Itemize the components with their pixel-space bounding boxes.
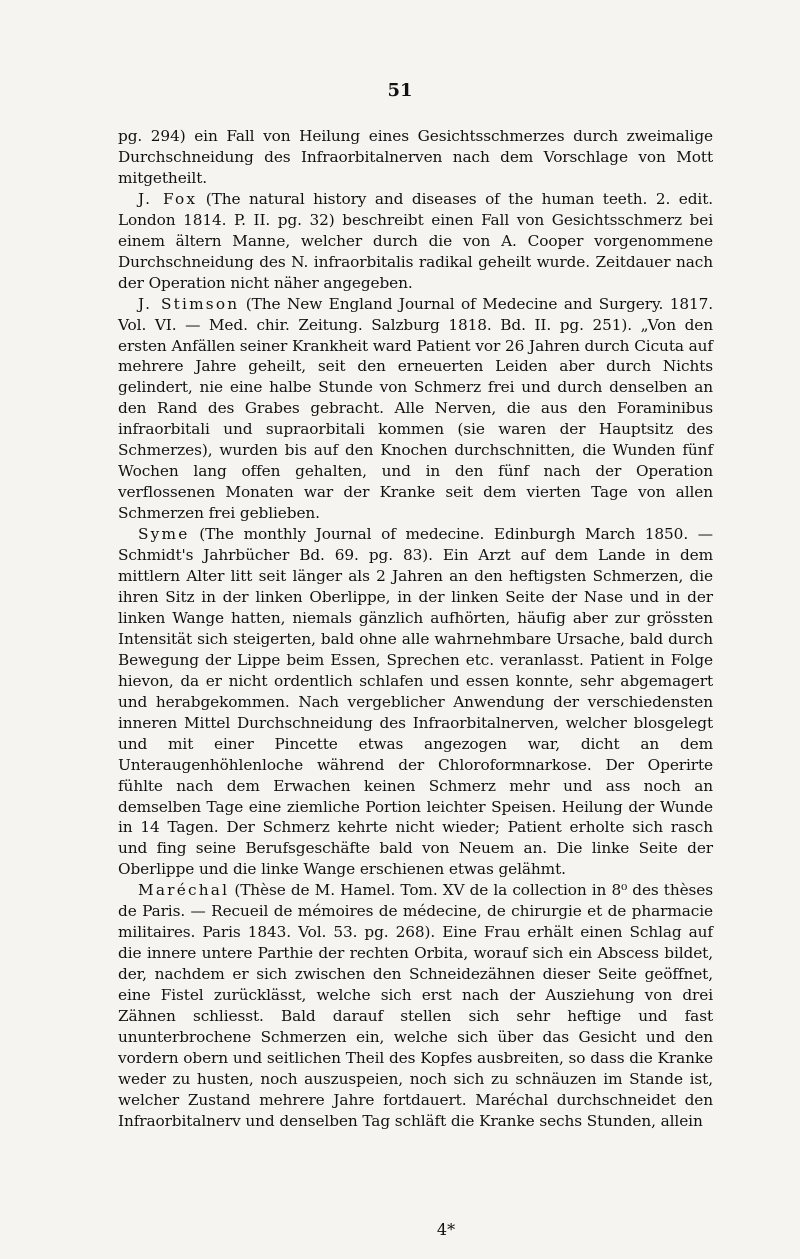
author-name: Maréchal <box>138 881 230 900</box>
paragraph-text: (The monthly Journal of medecine. Edinburgh March 1850. — Schmidt's Jahrbücher Bd. 69. pg. 83). Ein Arzt auf dem Lande in dem mittlern Alter litt seit länger als 2 Jahren an den heftigsten Schmerzen, die ihren Sitz in der linken Oberlippe, in der linken Seite der Nase und in der linken Wange hatten, niemals gänzlich aufhörten, häufig aber zur grössten Intensität sich steigerten, bald ohne alle wahrnehmbare Ursache, bald durch Bewegung der Lippe beim Essen, Sprechen etc. veranlasst. Patient in Folge hievon, da er nicht ordentlich schlafen und essen konnte, sehr abgemagert und herabgekommen. Nach vergeblicher Anwendung der verschiedensten inneren Mittel Durchschneidung des Infraorbitalnerven, welcher blosgelegt und mit einer Pincette etwas angezogen war, dicht an dem Unteraugenhöhlenloche während der Chloroformnarkose. Der Operirte fühlte nach dem Erwachen keinen Schmerz mehr und ass noch an demselben Tage eine ziemliche Portion leichter Speisen. Heilung der Wunde in 14 Tagen. Der Schmerz kehrte nicht wieder; Patient erholte sich rasch und fing seine Berufsgeschäfte bald von Neuem an. Die linke Seite der Oberlippe und die linke Wange erschienen etwas gelähmt. <box>118 525 713 879</box>
paragraph-marechal <box>118 880 713 1131</box>
author-name: J. Stimson <box>138 294 240 313</box>
paragraph-text: (The natural history and diseases of the human teeth. 2. edit. London 1814. P. II. pg. 32) beschreibt einen Fall von Gesichtsschmerz bei einem ältern Manne, welcher durch die von A. Cooper vorgenommene Durchschneidung des N. infraorbitalis radikal geheilt wurde. Zeitdauer nach der Operation nicht näher angegeben. <box>118 189 714 292</box>
paragraph-text: (Thèse de M. Hamel. Tom. XV de la collection in 8⁰ des thèses de Paris. — Recueil de mémoires de médecine, de chirurgie et de pharmacie militaires. Paris 1843. Vol. 53. pg. 268). Eine Frau erhält einen Schlag auf die innere untere Parthie der rechten Orbita, worauf sich ein Abscess bildet, der, nachdem er sich zwischen den Schneidezähnen dieser Seite geöffnet, eine Fistel zurücklässt, welche sich erst nach der Ausziehung von drei Zähnen schliesst. Bald darauf stellen sich sehr heftige und fast ununterbrochene Schmerzen ein, welche sich über das Gesicht und den vordern obern und seitlichen Theil des Kopfes ausbreiten, so dass die Kranke weder zu husten, noch auszuspeien, noch sich zu schnäuzen im Stande ist, welcher Zustand mehrere Jahre fortdauert. Maréchal durchschneidet den Infraorbitalnerv und denselben Tag schläft die Kranke sechs Stunden, allein <box>118 881 713 1130</box>
paragraph-mott <box>118 126 713 189</box>
body-text <box>118 126 713 1132</box>
paragraph-syme <box>118 524 713 880</box>
paragraph-fox <box>118 189 713 294</box>
paragraph-text: pg. 294) ein Fall von Heilung eines Gesichtsschmerzes durch zweimalige Durchschneidung des Infraorbitalnerven nach dem Vorschlage von Mott mitgetheilt. <box>118 127 713 187</box>
paragraph-text: (The New England Journal of Medecine and Surgery. 1817. Vol. VI. — Med. chir. Zeitung. Salzburg 1818. Bd. II. pg. 251). „Von den ersten Anfällen seiner Krankheit ward Patient vor 26 Jahren durch Cicuta auf mehrere Jahre geheilt, seit den erneuerten Leiden aber durch Nichts gelindert, nie eine halbe Stunde von Schmerz frei und durch denselben an den Rand des Grabes gebracht. Alle Nerven, die aus den Foraminibus infraorbitali und supraorbitali kommen (sie waren der Hauptsitz des Schmerzes), wurden bis auf den Knochen durchschnitten, die Wunden fünf Wochen lang offen gehalten, und in den fünf nach der Operation verflossenen Monaten war der Kranke seit dem vierten Tage von allen Schmerzen frei geblieben. <box>118 294 713 523</box>
author-name: Syme <box>138 525 190 544</box>
author-name: J. Fox <box>138 189 198 208</box>
signature-mark: 4* <box>436 1220 456 1239</box>
page-number: 51 <box>387 80 413 101</box>
paragraph-stimson <box>118 294 713 524</box>
